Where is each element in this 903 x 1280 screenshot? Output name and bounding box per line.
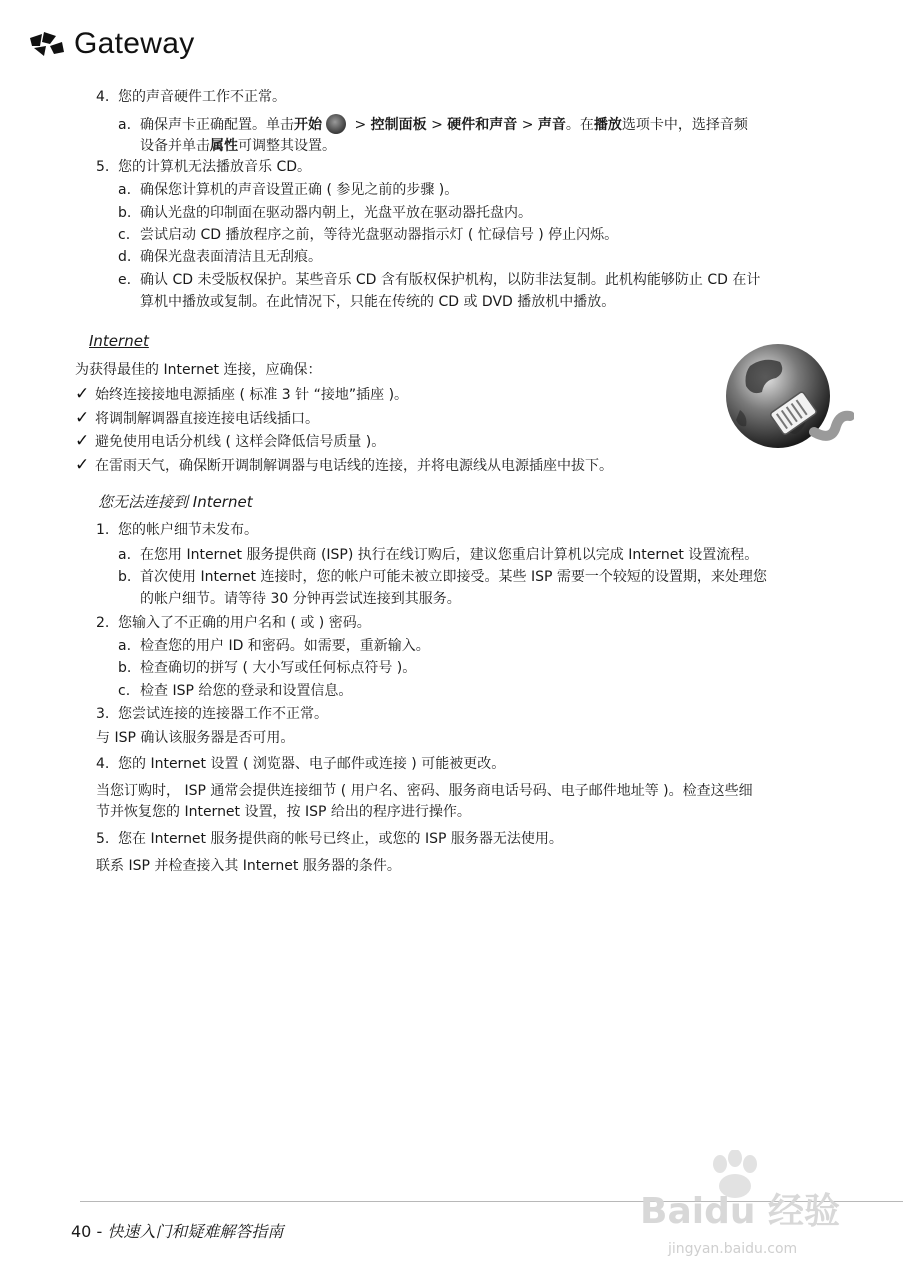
list-item-5e: e. 确认 CD 未受版权保护。某些音乐 CD 含有版权保护机构，以防非法复制。此机构能够防止 CD 在计	[118, 272, 761, 288]
list-item-5-internet: 5. 您在 Internet 服务提供商的帐号已终止，或您的 ISP 服务器无法使用。	[96, 831, 563, 847]
internet-heading: Internet	[89, 332, 149, 350]
list-item-5b: b. 确认光盘的印制面在驱动器内朝上，光盘平放在驱动器托盘内。	[118, 205, 532, 221]
logo-text: Gateway	[74, 27, 195, 60]
list-item-2: 2. 您输入了不正确的用户名和 ( 或 ) 密码。	[96, 615, 371, 631]
baidu-watermark	[640, 1150, 880, 1265]
list-item-5d: d. 确保光盘表面清洁且无刮痕。	[118, 249, 322, 265]
list-item-4: 4. 您的声音硬件工作不正常。	[96, 89, 286, 105]
list-item-3: 3. 您尝试连接的连接器工作不正常。	[96, 706, 328, 722]
globe-network-icon	[722, 336, 854, 468]
check-item: ✓ 将调制解调器直接连接电话线插口。	[75, 408, 319, 428]
checkmark-icon: ✓	[75, 408, 90, 428]
check-item: ✓ 始终连接接地电源插座 ( 标准 3 针 “接地”插座 )。	[75, 384, 409, 404]
list-item-1b-line2: 的帐户细节。请等待 30 分钟再尝试连接到其服务。	[140, 591, 461, 607]
list-item-5: 5. 您的计算机无法播放音乐 CD。	[96, 159, 312, 175]
watermark-url: jingyan.baidu.com	[668, 1241, 798, 1257]
list-item-2c: c. 检查 ISP 给您的登录和设置信息。	[118, 683, 353, 699]
internet-intro: 为获得最佳的 Internet 连接，应确保：	[75, 362, 322, 378]
check-item: ✓ 避免使用电话分机线 ( 这样会降低信号质量 )。	[75, 431, 386, 451]
list-item-1: 1. 您的帐户细节未发布。	[96, 522, 258, 538]
cannot-connect-heading: 您无法连接到 Internet	[98, 493, 253, 511]
list-item-5a: a. 确保您计算机的声音设置正确 ( 参见之前的步骤 )。	[118, 182, 459, 198]
checkmark-icon: ✓	[75, 431, 90, 451]
watermark-brand: Baidu 经验	[640, 1191, 841, 1232]
check-item: ✓ 在雷雨天气，确保断开调制解调器与电话线的连接，并将电源线从电源插座中拔下。	[75, 455, 613, 475]
list-item-2b: b. 检查确切的拼写 ( 大小写或任何标点符号 )。	[118, 660, 417, 676]
paragraph-5: 联系 ISP 并检查接入其 Internet 服务器的条件。	[96, 858, 401, 874]
checkmark-icon: ✓	[75, 455, 90, 475]
gateway-logo	[28, 26, 218, 62]
page-number: 40 -	[71, 1222, 108, 1241]
list-item-4-internet: 4. 您的 Internet 设置 ( 浏览器、电子邮件或连接 ) 可能被更改。	[96, 756, 506, 772]
list-item-5c: c. 尝试启动 CD 播放程序之前，等待光盘驱动器指示灯 ( 忙碌信号 ) 停止闪烁。	[118, 227, 619, 243]
paragraph-4-line2: 节并恢复您的 Internet 设置，按 ISP 给出的程序进行操作。	[96, 804, 471, 820]
list-item-5e-line2: 算机中播放或复制。在此情况下，只能在传统的 CD 或 DVD 播放机中播放。	[140, 294, 616, 310]
list-item-1a: a. 在您用 Internet 服务提供商 (ISP) 执行在线订购后，建议您重启计算机以完成 Internet 设置流程。	[118, 547, 759, 563]
guide-title: 快速入门和疑难解答指南	[107, 1222, 284, 1241]
list-item-1b: b. 首次使用 Internet 连接时，您的帐户可能未被立即接受。某些 ISP 需要一个较短的设置期，来处理您	[118, 569, 767, 585]
windows-start-icon	[326, 114, 346, 134]
list-item-4a: a. 确保声卡正确配置。单击开始 > 控制面板 > 硬件和声音 > 声音。在播放选项卡中，选择音频	[118, 114, 748, 135]
paragraph-3: 与 ISP 确认该服务器是否可用。	[96, 730, 295, 746]
list-item-2a: a. 检查您的用户 ID 和密码。如需要，重新输入。	[118, 638, 430, 654]
page-footer	[71, 1222, 283, 1242]
paragraph-4-line1: 当您订购时， ISP 通常会提供连接细节 ( 用户名、密码、服务商电话号码、电子邮件地址等 )。检查这些细	[96, 783, 753, 799]
list-item-4a-line2: 设备并单击属性可调整其设置。	[140, 138, 336, 154]
checkmark-icon: ✓	[75, 384, 90, 404]
gateway-spots-icon	[28, 30, 68, 58]
